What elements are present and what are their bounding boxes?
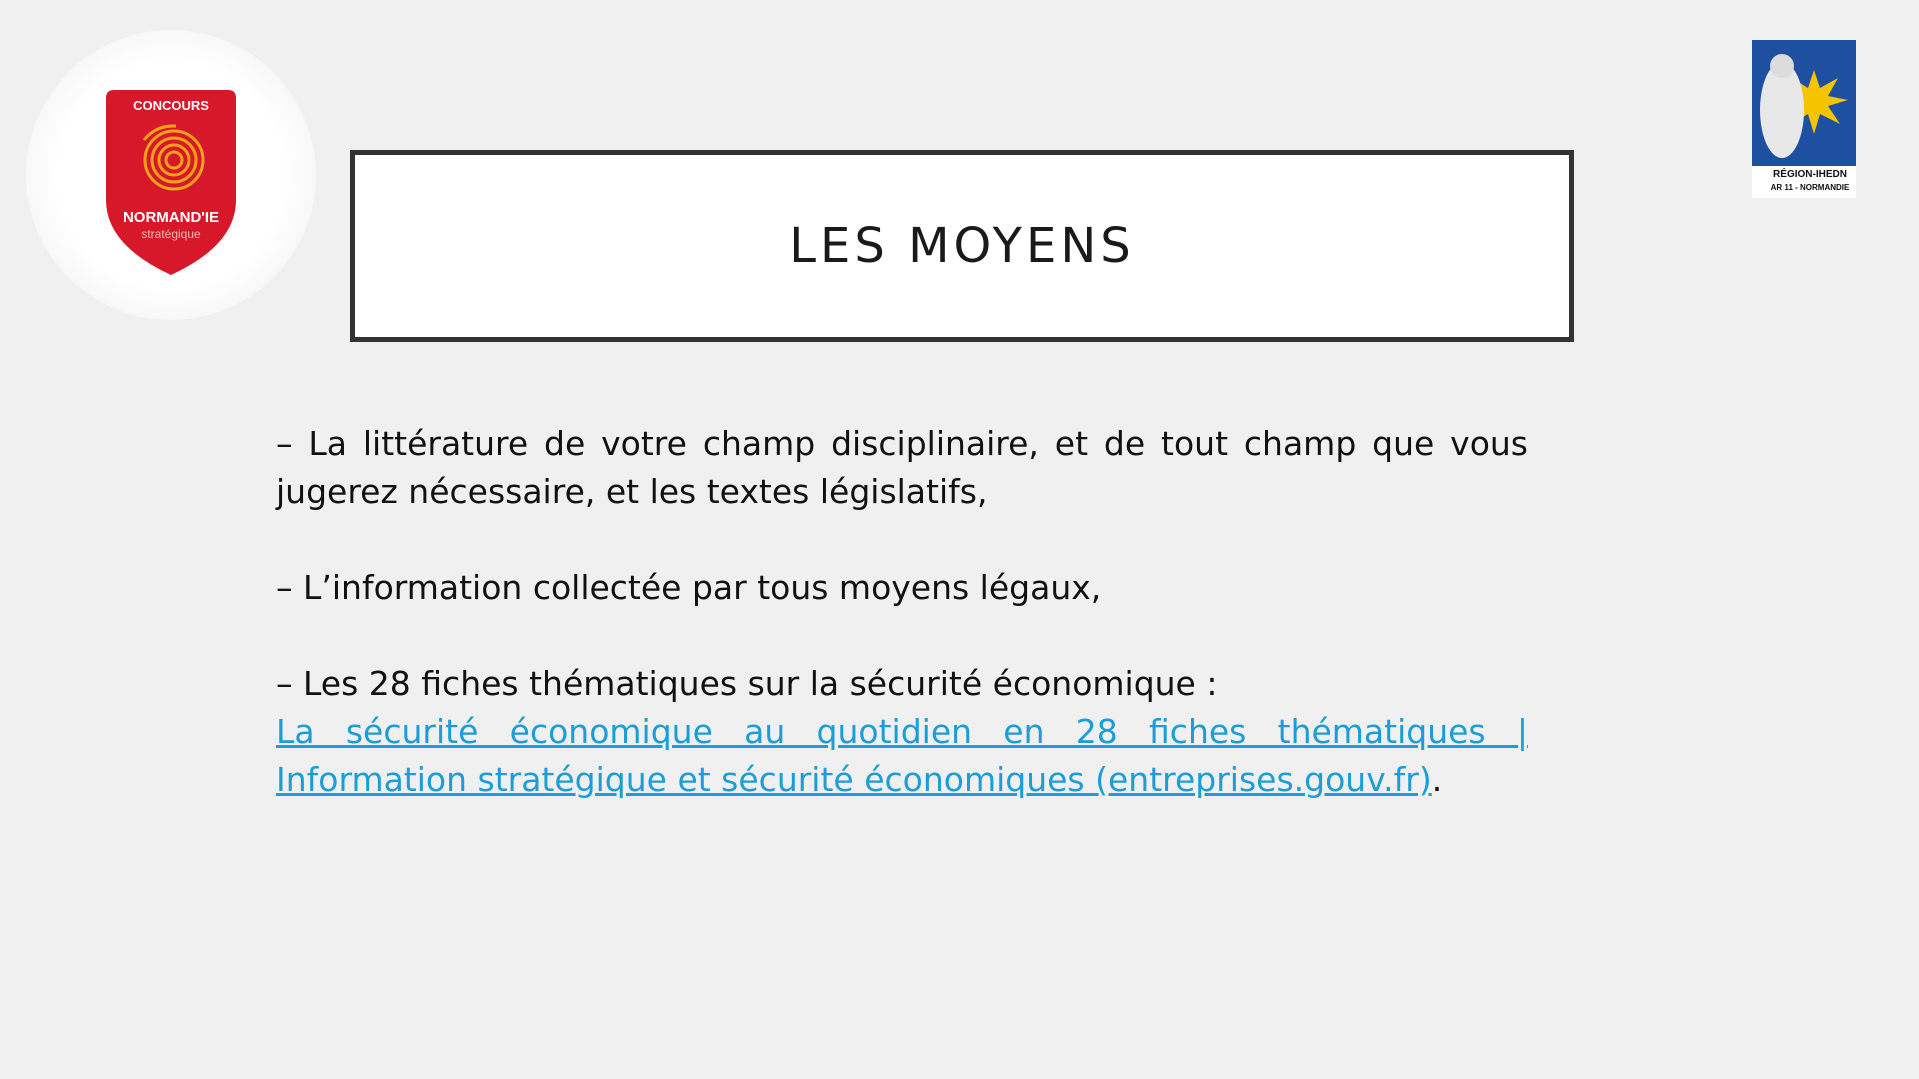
ihedn-line2: AR 11 - NORMANDIE <box>1770 183 1850 192</box>
ihedn-line1: RÉGION-IHEDN <box>1773 169 1847 180</box>
slide-content <box>276 420 1528 804</box>
bullet-information: – L’information collectée par tous moyens légaux, <box>276 568 1102 607</box>
logo-name-text: NORMAND'IE <box>122 209 220 226</box>
bullet-fiches-text: – Les 28 fiches thématiques sur la sécurité économique : <box>276 664 1218 703</box>
logo-sub-text: stratégique <box>141 227 201 241</box>
shield-logo-icon <box>96 80 246 280</box>
link-suffix: . <box>1431 760 1443 799</box>
ihedn-emblem-icon <box>1752 40 1856 198</box>
region-ihedn-logo <box>1752 40 1856 198</box>
slide-title: LES MOYENS <box>789 218 1135 274</box>
bullet-fiches <box>276 660 1528 804</box>
concours-normandie-logo <box>26 30 316 320</box>
title-box <box>350 150 1574 342</box>
logo-concours-text: CONCOURS <box>133 98 209 113</box>
bullet-literature: – La littérature de votre champ disciplinaire, et de tout champ que vous jugerez nécessaire, et les textes législatifs, <box>276 424 1528 511</box>
fiches-link[interactable]: La sécurité économique au quotidien en 28 fiches thématiques | Information stratégique et sécurité économiques (entreprises.gouv.fr) <box>276 712 1528 799</box>
